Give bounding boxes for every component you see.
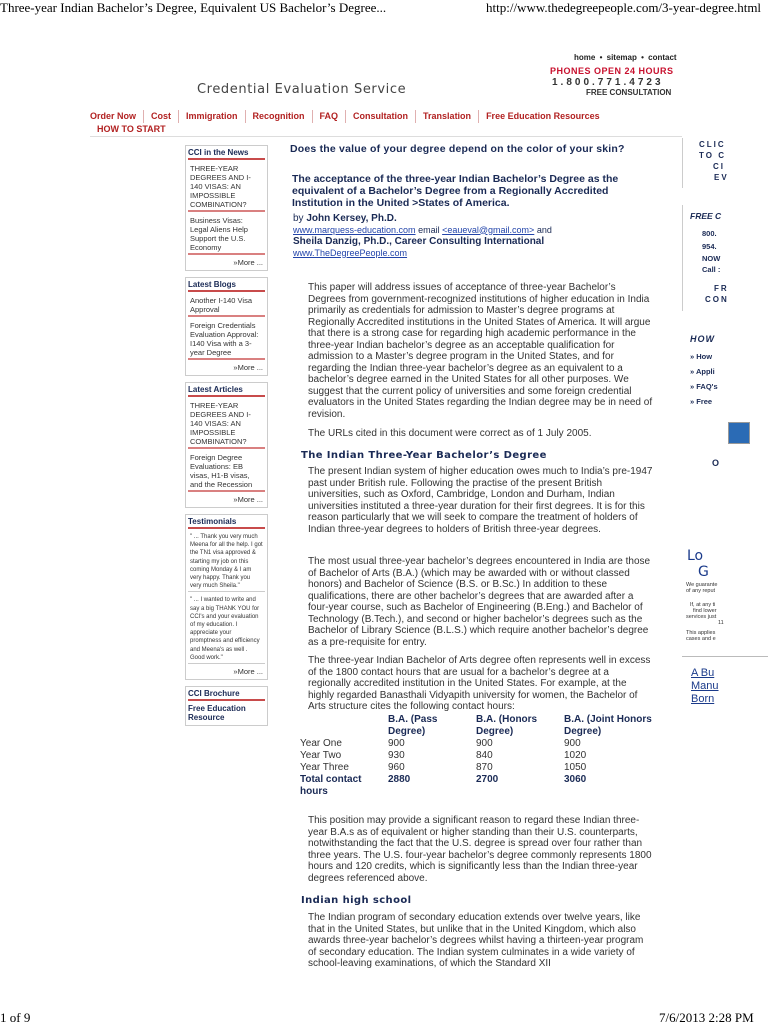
paragraph-history: The present Indian system of higher education owes much to India’s pre-1947 past under British rule. Following the practise of the present British universities, such as Oxford, Cambridge, London and Durham, Indian universities instituted a three-year duration for their first degrees. It is for this reason particularly that we will seek to compare the treatment of holders of Indian three-year degrees to holders of British three-year degrees. [308,466,653,535]
nav-consultation[interactable]: Consultation [346,110,416,123]
brand-name: Credential Evaluation Service [197,82,407,97]
free-education-resource-link[interactable]: Free Education Resource [188,704,246,723]
click-line[interactable]: TO C [699,151,726,160]
click-line[interactable]: CLIC [699,140,726,149]
guarantee-fragment: G [698,564,709,580]
book-link[interactable]: Born [691,693,715,705]
phone-fragment: 800. [702,229,717,238]
and-label: and [536,224,552,235]
blogs-title: Latest Blogs [188,280,265,292]
paragraph-degree-types: The most usual three-year bachelor’s degrees encountered in India are those of Bachelor of Arts (B.A.) (which may be awarded with or without classed honors) and Bachelor of Science (B.S. or B.Sc.) In addition to these qualifications, there are other bachelor’s degrees that are awarded after a four-year course, such as Bachelor of Engineering (B.Eng.) and Bachelor of Technology (B.Tech.), and second or higher bachelor’s degrees such as the Bachelor of Library Science (B.L.S.) which require another bachelor’s degree as a pre-requisite for entry. [308,556,651,648]
article-question-title: Does the value of your degree depend on the color of your skin? [290,143,625,155]
header-divider [90,136,682,137]
page-count: 1 of 9 [0,1010,31,1025]
testimonial-item: " ... Thank you very much Meena for all the help. I got the TN1 visa approved & starting my job on this coming Monday & I am very happy. Thank you very much Sheila." [188,532,265,592]
author1: John Kersey, Ph.D. [306,213,397,224]
article-subtitle: The acceptance of the three-year Indian Bachelor’s Degree as the equivalent of a Bachelor’s Degree from a Regionally Accredited Institution in the United >States of America. [292,173,619,209]
phone-number[interactable]: 1.800.771.4723 [552,77,664,88]
right-column-divider [682,205,683,311]
byline [293,213,653,259]
section-heading-three-year: The Indian Three-Year Bachelor’s Degree [301,450,547,461]
right-column-divider [682,656,768,657]
table-total-row [300,774,659,798]
table-cell: 900 [564,738,581,749]
table-header-row [300,714,659,738]
table-row [300,750,659,762]
phone-fragment: Call : [702,265,721,274]
table-cell: 840 [476,750,493,761]
paragraph-position: This position may provide a significant reason to regard these Indian three-year B.A.s as of equivalent or higher standing than their U.S. counterparts, notwithstanding the fact that the U.S. degree is spread over four rather than three years. The U.S. four-year bachelor’s degree commonly represents 1800 hours and 120 credits, which is significantly less than the Indian three-year degrees referenced above. [308,815,652,884]
how-item[interactable]: » How [690,352,713,361]
author1-site-link[interactable]: www.marquess-education.com [293,224,416,235]
link-separator: • [599,53,603,62]
news-title: CCI in the News [188,148,265,160]
nav-translation[interactable]: Translation [416,110,479,123]
nav-recognition[interactable]: Recognition [246,110,313,123]
book-link[interactable]: A Bu [691,667,715,679]
print-timestamp: 7/6/2013 2:28 PM [659,1010,754,1025]
by-label: by [293,213,304,224]
article-item[interactable]: Foreign Degree Evaluations: EB visas, H1-B visas, and the Recession [188,452,265,492]
testimonial-item: " ... I wanted to write and say a big THANK YOU for CCI's and your evaluation of my education. I appreciate your promptness and efficiency and Meena's as well . Good work." [188,595,265,664]
testimonials-box [185,514,268,680]
author1-email-link[interactable]: <eaueval@gmail.com> [442,224,535,235]
browser-url[interactable]: http://www.thedegreepeople.com/3-year-degree.html [486,0,762,15]
blogs-box [185,277,268,376]
left-sidebar [185,145,268,732]
contact-link[interactable]: contact [648,53,677,62]
email-label: email [418,224,440,235]
table-cell: 900 [388,738,405,749]
guarantee-text: We guarante [686,582,718,588]
nav-faq[interactable]: FAQ [313,110,347,123]
articles-box [185,382,268,508]
table-cell: 2880 [388,774,411,785]
author2: Sheila Danzig, Ph.D., Career Consulting International [293,236,545,247]
guarantee-text: find lower [693,608,717,614]
phone-fragment: NOW [702,254,721,263]
main-nav [90,110,650,136]
right-fragment-o: O [712,458,720,468]
click-line[interactable]: EV [714,173,729,182]
table-row [300,762,659,774]
contact-hours-table [300,714,659,798]
free-consult-fragment[interactable]: FR [714,284,729,293]
book-link[interactable]: Manu [691,680,719,692]
brochure-link[interactable]: CCI Brochure [188,689,265,701]
how-item[interactable]: » Appli [690,367,715,376]
table-cell: Total contact hours [300,774,362,797]
table-cell: Year Two [300,750,342,761]
sitemap-link[interactable]: sitemap [606,53,637,62]
home-link[interactable]: home [574,53,596,62]
section-heading-high-school: Indian high school [301,895,412,906]
nav-order-now[interactable]: Order Now [90,110,144,123]
phones-label: PHONES OPEN 24 HOURS [550,66,674,76]
table-cell: Year Three [300,762,349,773]
paragraph-contact-hours: The three-year Indian Bachelor of Arts degree often represents well in excess of the 1800 contact hours that are usual for a bachelor’s degree at a regionally accredited institution in the United States. For example, at the highly regarded Banasthali Vidyapith university for women, the Bachelor of Arts structure cites the following contact hours: [308,655,651,712]
phone-fragment: 954. [702,242,717,251]
lowest-price-fragment: Lo [687,548,704,564]
table-row [300,738,659,750]
nav-how-to-start[interactable]: HOW TO START [97,124,166,134]
testimonials-more-link[interactable]: »More ... [233,667,263,677]
browser-page-title: Three-year Indian Bachelor’s Degree, Equivalent US Bachelor’s Degree... [0,0,387,15]
nav-immigration[interactable]: Immigration [179,110,246,123]
news-box [185,145,268,271]
articles-more-link[interactable]: »More ... [233,495,263,504]
news-item[interactable]: THREE-YEAR DEGREES AND I-140 VISAS: AN IMPOSSIBLE COMBINATION? [188,163,265,212]
nav-cost[interactable]: Cost [144,110,179,123]
guarantee-text: 11 [718,620,724,626]
table-cell: 900 [476,738,493,749]
blog-item[interactable]: Foreign Credentials Evaluation Approval: I140 Visa with a 3-year Degree [188,320,265,360]
author2-site-link[interactable]: www.TheDegreePeople.com [293,247,408,258]
table-cell: 960 [388,762,405,773]
guarantee-text: of any reput [686,588,716,594]
urls-note: The URLs cited in this document were correct as of 1 July 2005. [308,428,592,439]
brochure-box [185,686,268,726]
free-consult-fragment[interactable]: CON [705,295,729,304]
news-item[interactable]: Business Visas: Legal Aliens Help Support the U.S. Economy [188,215,265,255]
guarantee-text: If, at any ti [690,602,716,608]
table-cell: 870 [476,762,493,773]
table-header-cell [300,714,388,738]
free-consultation-link[interactable]: FREE CONSULTATION [586,88,672,97]
blogs-more-link[interactable]: »More ... [233,363,263,372]
table-cell: 2700 [476,774,499,785]
news-more-link[interactable]: »More ... [233,258,263,267]
guarantee-text: cases and e [686,636,716,642]
how-item[interactable]: » FAQ's [690,382,718,391]
how-item[interactable]: » Free [690,397,713,406]
articles-title: Latest Articles [188,385,265,397]
table-header-cell: B.A. (Honors Degree) [476,714,538,737]
table-cell: 1050 [564,762,587,773]
guarantee-text: services just [686,614,717,620]
table-header-cell: B.A. (Pass Degree) [388,714,438,737]
top-links [573,53,678,62]
paragraph-high-school: The Indian program of secondary education extends over twelve years, like that in the United States, but unlike that in the United Kingdom, which also awards three-year bachelor’s degrees whilst having a thirteen-year program of secondary education. The Indian system culminates in a wide variety of school-leaving examinations, of which the Standard XII [308,912,644,969]
how-heading: HOW [690,334,715,344]
link-separator: • [641,53,644,62]
table-cell: 930 [388,750,405,761]
amex-card-icon [728,422,750,444]
abstract-paragraph: This paper will address issues of acceptance of three-year Bachelor’s Degrees from government-recognized institutions of higher education in India primarily as credentials for admission to Master’s degree programs at Regionally Accredited institutions in the United States of America. It will argue that there is a strong case for regarding high academic performance in the three-year Indian bachelor’s degree as an acceptable qualification for admission to a Master’s degree program in the United States, and for regarding the Indian three-year bachelor’s degree as an equivalent to a bachelor’s degree earned in the United States for all other purposes. We suggest that the current policy of universities and some foreign credential evaluators in the United States regarding the Indian degree may be in need of revision. [308,282,653,420]
right-column-divider [682,138,683,188]
article-item[interactable]: THREE-YEAR DEGREES AND I-140 VISAS: AN IMPOSSIBLE COMBINATION? [188,400,265,449]
table-cell: 1020 [564,750,587,761]
guarantee-text: This applies [686,630,716,636]
table-header-cell: B.A. (Joint Honors Degree) [564,714,652,737]
table-cell: Year One [300,738,342,749]
free-call-heading: FREE C [690,211,722,221]
click-line[interactable]: CI [713,162,725,171]
testimonials-title: Testimonials [188,517,265,529]
blog-item[interactable]: Another I-140 Visa Approval [188,295,265,317]
nav-free-education-resources[interactable]: Free Education Resources [486,111,600,121]
table-cell: 3060 [564,774,587,785]
